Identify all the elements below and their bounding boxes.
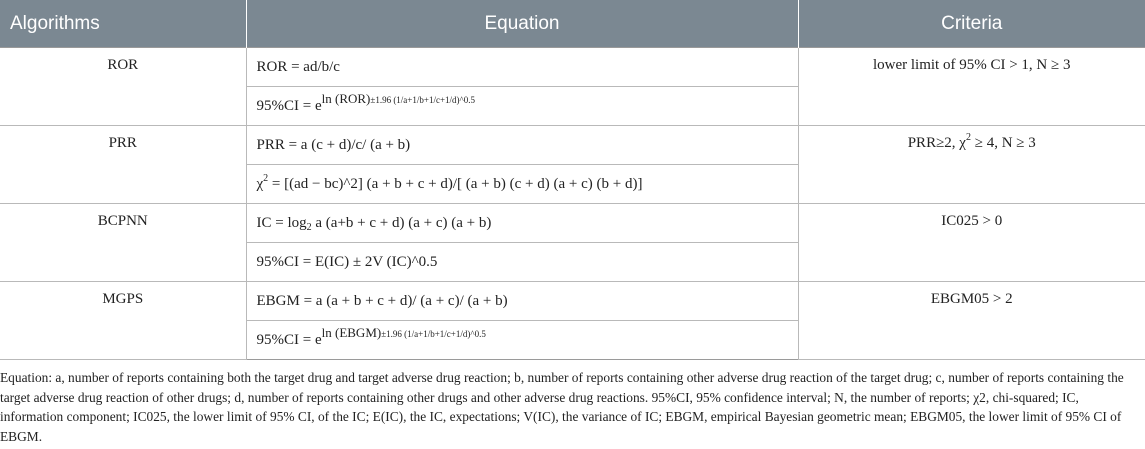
ror-ci-exp-tail: ±1.96 (1/a+1/b+1/c+1/d)^0.5: [370, 94, 475, 105]
algorithm-name-prr: PRR: [0, 126, 246, 204]
equation-ic: [246, 204, 798, 243]
ebgm-ci-exp-tail: ±1.96 (1/a+1/b+1/c+1/d)^0.5: [381, 328, 486, 339]
prr-criteria-pre: PRR≥2, χ: [907, 135, 966, 151]
equation-ror-ci: [246, 87, 798, 126]
equation-chi-squared: [246, 165, 798, 204]
header-algorithms: Algorithms: [0, 0, 246, 48]
equation-prr: PRR = a (c + d)/c/ (a + b): [246, 126, 798, 165]
criteria-bcpnn: IC025 > 0: [798, 204, 1145, 282]
criteria-mgps: EBGM05 > 2: [798, 282, 1145, 360]
ror-ci-base: 95%CI = e: [256, 97, 322, 114]
criteria-ror: lower limit of 95% CI > 1, N ≥ 3: [798, 48, 1145, 126]
chi-sup: 2: [263, 172, 269, 184]
algorithm-name-ror: ROR: [0, 48, 246, 126]
algorithm-name-mgps: MGPS: [0, 282, 246, 360]
ic-pre: IC = log: [256, 214, 307, 231]
table-header-row: [0, 0, 1145, 48]
equation-ic-ci: 95%CI = E(IC) ± 2V (IC)^0.5: [246, 243, 798, 282]
ebgm-ci-base: 95%CI = e: [256, 331, 322, 348]
equation-ror: ROR = ad/b/c: [246, 48, 798, 87]
table-row-prr-1: [0, 126, 1145, 165]
algorithm-name-bcpnn: BCPNN: [0, 204, 246, 282]
table-row-bcpnn-1: [0, 204, 1145, 243]
ror-ci-exp-main: ln (ROR): [321, 90, 371, 106]
chi-post: = [(ad − bc)^2] (a + b + c + d)/[ (a + b) (c + d) (a + c) (b + d)]: [268, 175, 643, 192]
table-footnote: Equation: a, number of reports containing both the target drug and target adverse drug reaction; b, number of reports containing other adverse drug reaction of the target drug; c, number of reports containing the target adverse drug reaction of other drugs; d, number of reports containing other drugs and other adverse drug reactions. 95%CI, 95% confidence interval; N, the number of reports; χ2, chi-squared; IC, information component; IC025, the lower limit of 95% CI, of the IC; E(IC), the IC, expectations; V(IC), the variance of IC; EBGM, empirical Bayesian geometric mean; EBGM05, the lower limit of 95% CI of EBGM.: [0, 370, 1124, 444]
table-row-mgps-1: [0, 282, 1145, 321]
ebgm-ci-exp-main: ln (EBGM): [321, 324, 382, 340]
ic-post: a (a+b + c + d) (a + c) (a + b): [311, 214, 492, 231]
header-equation: Equation: [246, 0, 798, 48]
criteria-prr: [798, 126, 1145, 204]
equation-ebgm: EBGM = a (a + b + c + d)/ (a + c)/ (a + b): [246, 282, 798, 321]
prr-criteria-sup: 2: [965, 132, 971, 143]
ic-sub: 2: [306, 221, 312, 233]
equation-ebgm-ci: [246, 321, 798, 360]
header-criteria: Criteria: [798, 0, 1145, 48]
chi-pre: χ: [256, 175, 264, 192]
prr-criteria-post: ≥ 4, N ≥ 3: [970, 135, 1036, 151]
table-row-ror-1: [0, 48, 1145, 87]
